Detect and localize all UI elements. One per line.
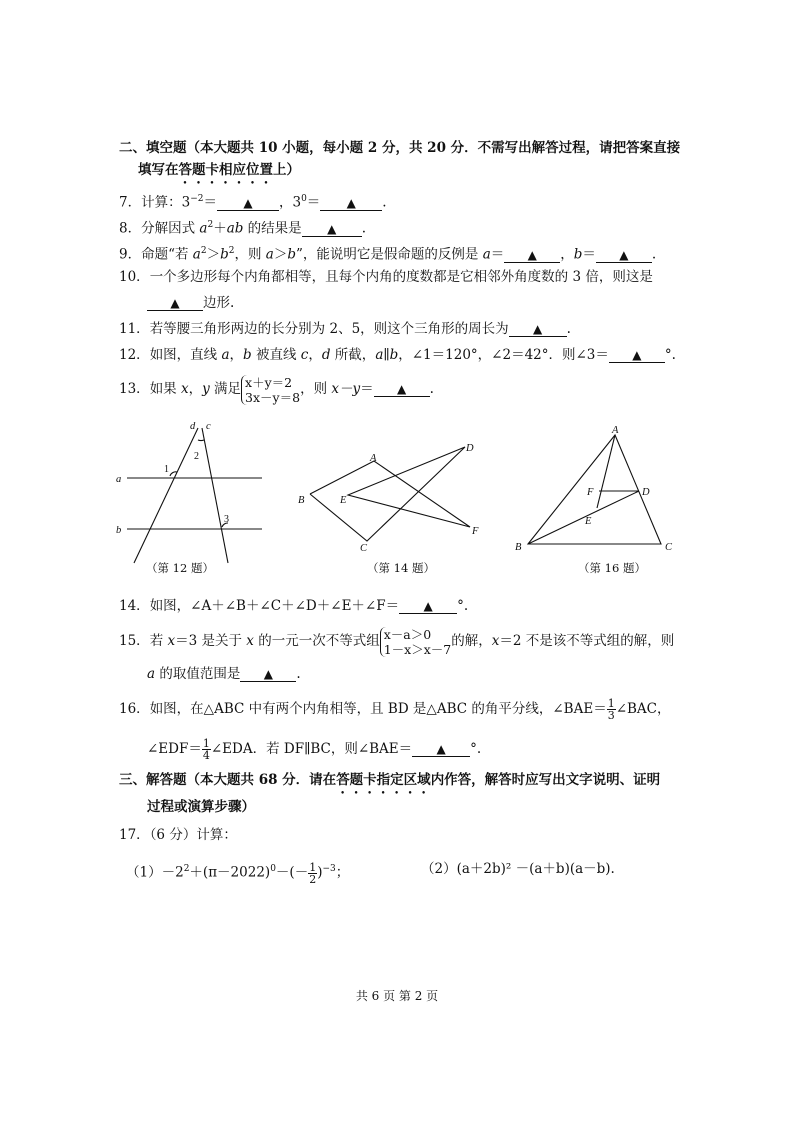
label-F: F xyxy=(587,487,594,498)
angle-2-label: 2 xyxy=(194,451,199,462)
question-15: 15．若 x＝3 是关于 x 的一元一次不等式组 x－a＞0 1－x＞x－7 的解，x＝2 不是该不等式组的解，则 xyxy=(119,626,675,657)
label-F: F xyxy=(472,526,479,537)
inequality-system: x－a＞0 1－x＞x－7 xyxy=(380,627,452,657)
figure-14-caption: （第 14 题） xyxy=(367,561,435,575)
section2-title-cont: 填写在答题卡相应位置上） xyxy=(138,162,300,178)
answer-blank[interactable]: ▲ xyxy=(596,248,652,263)
angle-1-label: 1 xyxy=(164,464,169,475)
figure-14 xyxy=(290,435,500,565)
answer-blank[interactable]: ▲ xyxy=(509,322,567,337)
fraction: $\frac{1}{2}$ xyxy=(309,860,317,886)
line-c xyxy=(202,428,228,563)
section3-title-cont: 过程或演算步骤） xyxy=(147,799,255,815)
label-E: E xyxy=(585,516,592,527)
label-C: C xyxy=(665,542,673,553)
label-A: A xyxy=(612,425,619,436)
question-17: 17．（6 分）计算： xyxy=(119,827,237,843)
answer-blank[interactable]: ▲ xyxy=(240,667,296,682)
label-B: B xyxy=(515,542,522,553)
question-7: 7．计算：$3^{-2}=$ ▲ ，$3^0=$ ▲ . xyxy=(119,194,387,211)
fraction: $\frac{1}{4}$ xyxy=(202,737,210,762)
question-10-line2: ▲ 边形. xyxy=(147,294,234,312)
question-14: 14．如图，∠A＋∠B＋∠C＋∠D＋∠E＋∠F＝ ▲ °. xyxy=(119,598,469,614)
answer-blank[interactable]: ▲ xyxy=(147,296,203,311)
answer-blank[interactable]: ▲ xyxy=(302,222,362,237)
page-footer: 共 6 页 第 2 页 xyxy=(355,989,439,1003)
question-9: 9．命题“若 $a^2>b^2$，则 a＞b”，能说明它是假命题的反例是 a＝ ▲ ，b＝ ▲ . xyxy=(119,246,657,263)
answer-blank[interactable]: ▲ xyxy=(374,382,430,397)
question-16-line2: ∠EDF＝ $\frac{1}{4}$ ∠EDA．若 DF∥BC，则∠BAE＝ ▲ °. xyxy=(147,737,482,762)
question-16: 16．如图，在△ABC 中有两个内角相等，且 BD 是△ABC 的角平分线，∠BAE＝ $\frac{1}{3}$ ∠BAC， xyxy=(119,697,671,722)
label-D: D xyxy=(642,487,650,498)
question-11: 11．若等腰三角形两边的长分别为 2、5，则这个三角形的周长为 ▲ . xyxy=(119,321,571,337)
label-c: c xyxy=(206,421,211,432)
figure-16 xyxy=(510,420,680,560)
answer-blank[interactable]: ▲ xyxy=(217,196,279,211)
label-E: E xyxy=(340,495,347,506)
answer-blank[interactable]: ▲ xyxy=(412,742,470,757)
label-b: b xyxy=(116,525,122,536)
equation-system: x＋y＝2 3x－y＝8 xyxy=(241,375,300,405)
fraction: $\frac{1}{3}$ xyxy=(607,697,615,722)
question-8: 8．分解因式 $a^2+ab$ 的结果是 ▲ . xyxy=(119,220,366,237)
question-12: 12．如图，直线 a，b 被直线 c，d 所截，a∥b，∠1＝120°，∠2＝42°．则∠3＝ ▲ °. xyxy=(119,347,676,363)
line-d xyxy=(134,428,198,563)
figure-16-caption: （第 16 题） xyxy=(578,561,646,575)
answer-blank[interactable]: ▲ xyxy=(399,599,457,614)
figure-12-caption: （第 12 题） xyxy=(146,561,214,575)
answer-blank[interactable]: ▲ xyxy=(504,248,560,263)
angle-3-label: 3 xyxy=(224,514,229,525)
label-a: a xyxy=(116,474,122,485)
label-d: d xyxy=(190,421,196,432)
section2-title: 二、填空题（本大题共 10 小题，每小题 2 分，共 20 分．不需写出解答过程，请把答案直接 xyxy=(119,140,681,156)
answer-blank[interactable]: ▲ xyxy=(609,348,665,363)
question-17-part2: （2）(a＋2b)² －(a＋b)(a－b). xyxy=(421,861,615,877)
label-A: A xyxy=(370,453,377,464)
label-D: D xyxy=(466,443,474,454)
question-17-part1: $(1)-2^2+(\pi-2022)^0-(-$ $\frac{1}{2}$ )$^{-3}$； xyxy=(126,860,350,886)
label-C: C xyxy=(360,543,368,554)
question-15-line2: a 的取值范围是 ▲ . xyxy=(147,666,301,682)
figure-12 xyxy=(110,418,270,568)
question-10: 10．一个多边形每个内角都相等，且每个内角的度数都是它相邻外角度数的 3 倍，则这是 xyxy=(119,269,653,285)
question-13: 13．如果 x，y 满足 x＋y＝2 3x－y＝8 ，则 x－y＝ ▲ . xyxy=(119,374,434,405)
section3-title: 三、解答题（本大题共 68 分．请在答题卡指定区域内作答，解答时应写出文字说明、证明 xyxy=(119,772,661,788)
label-B: B xyxy=(298,495,305,506)
answer-blank[interactable]: ▲ xyxy=(320,196,382,211)
